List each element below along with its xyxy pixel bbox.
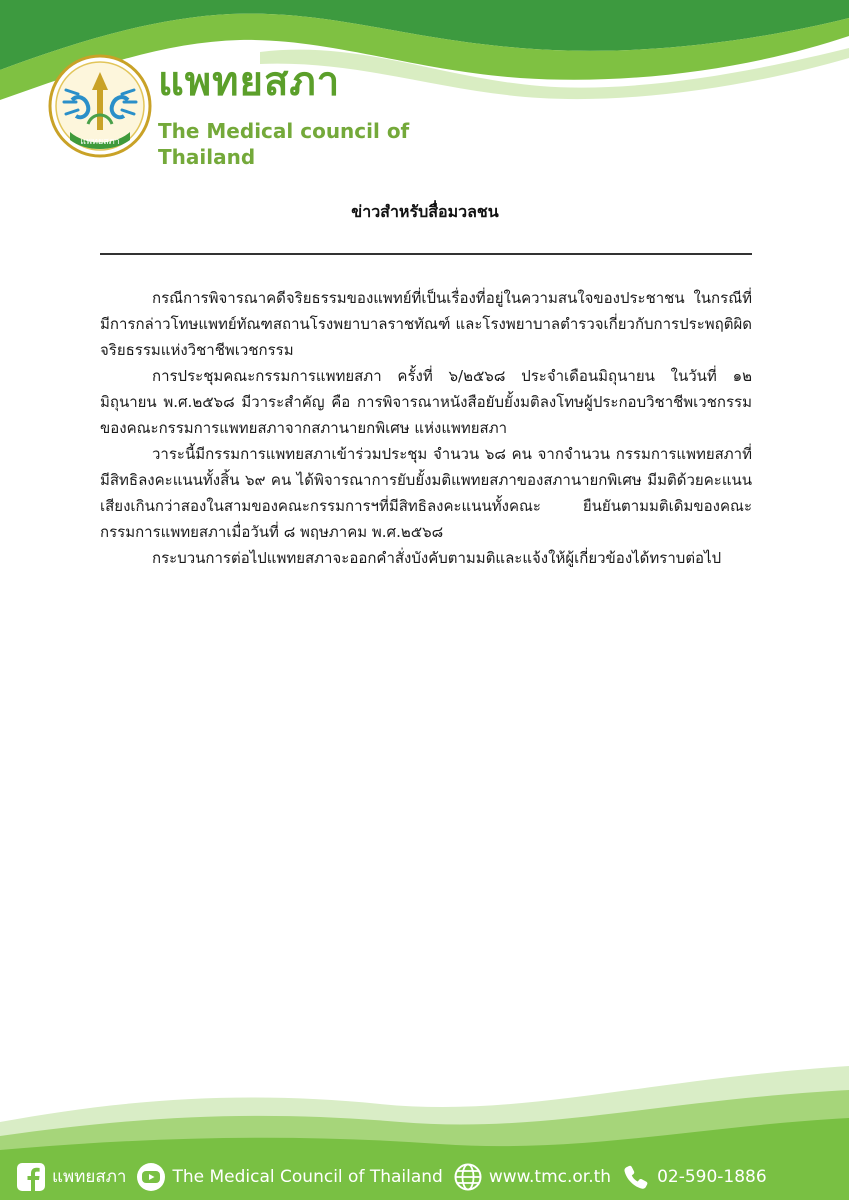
- body-paragraph: วาระนี้มีกรรมการแพทยสภาเข้าร่วมประชุม จำนวน ๖๘ คน จากจำนวน กรรมการแพทยสภาที่มีสิทธิลงคะแนนทั้งสิ้น ๖๙ คน ได้พิจารณาการยับยั้งมติแพทยสภาของสภานายกพิเศษ มีมติด้วยคะแนนเสียงเกินกว่าสองในสามของคณะกรรมการฯที่มีสิทธิลงคะแนนทั้งคณะ ยืนยันตามมติเดิมของคณะกรรมการแพทยสภาเมื่อวันที่ ๘ พฤษภาคม พ.ศ.๒๕๖๘: [100, 445, 752, 541]
- organization-logo: [48, 54, 508, 169]
- facebook-link[interactable]: แพทยสภา: [52, 1167, 127, 1187]
- body-paragraph: กระบวนการต่อไปแพทยสภาจะออกคำสั่งบังคับตามมติและแจ้งให้ผู้เกี่ยวข้องได้ทราบต่อไป: [152, 549, 722, 567]
- phone-number[interactable]: 02-590-1886: [657, 1167, 767, 1187]
- phone-icon[interactable]: [621, 1162, 651, 1192]
- footer-contact-row: [16, 1162, 777, 1192]
- youtube-link[interactable]: The Medical Council of Thailand: [172, 1167, 443, 1187]
- globe-icon[interactable]: [453, 1162, 483, 1192]
- youtube-icon[interactable]: [136, 1162, 166, 1192]
- body-paragraph: การประชุมคณะกรรมการแพทยสภา ครั้งที่ ๖/๒๕๖๘ ประจำเดือนมิถุนายน ในวันที่ ๑๒ มิถุนายน พ.ศ.๒๕๖๘ มีวาระสำคัญ คือ การพิจารณาหนังสือยับยั้งมติลงโทษผู้ประกอบวิชาชีพเวชกรรมของคณะกรรมการแพทยสภาจากสภานายกพิเศษ แห่งแพทยสภา: [100, 367, 752, 437]
- press-release-heading: ข่าวสำหรับสื่อมวลชน: [351, 202, 499, 221]
- emblem-caption: แพทยสภา: [80, 137, 120, 147]
- body-paragraph: กรณีการพิจารณาคดีจริยธรรมของแพทย์ที่เป็นเรื่องที่อยู่ในความสนใจของประชาชน ในกรณีที่มีการกล่าวโทษแพทย์ทัณฑสถานโรงพยาบาลราชทัณฑ์ และโรงพยาบาลตำรวจเกี่ยวกับการประพฤติผิดจริยธรรมแห่งวิชาชีพเวชกรรม: [100, 289, 752, 359]
- footer-bar: [0, 1154, 849, 1200]
- footer-wave-decoration: [0, 1060, 849, 1160]
- facebook-icon[interactable]: [16, 1162, 46, 1192]
- heading-divider: [100, 253, 752, 255]
- press-release-body: [100, 285, 752, 571]
- organization-name-english: The Medical council of Thailand: [158, 119, 410, 169]
- website-link[interactable]: www.tmc.or.th: [488, 1167, 612, 1187]
- organization-name-thai: แพทยสภา: [158, 59, 341, 105]
- medical-council-emblem-icon: [48, 54, 152, 158]
